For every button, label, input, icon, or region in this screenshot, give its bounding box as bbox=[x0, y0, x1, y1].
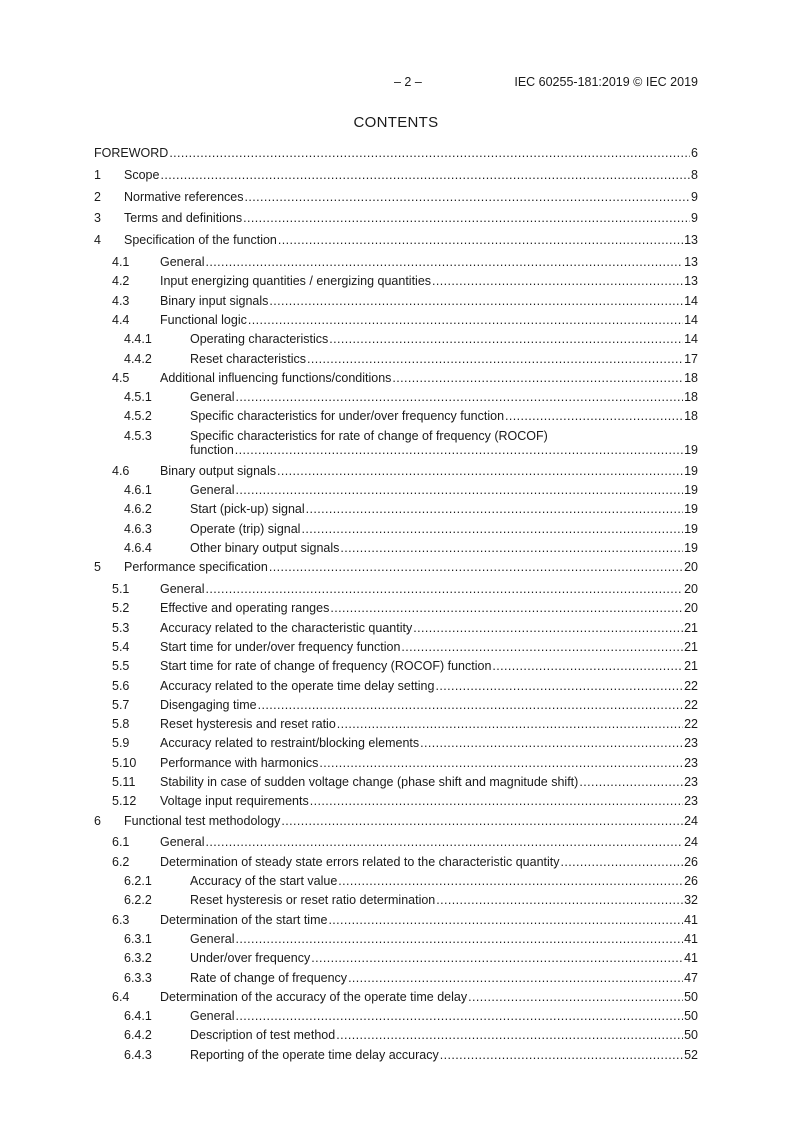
toc-entry-number: 4.5.2 bbox=[124, 409, 152, 424]
toc-entry-title: General bbox=[160, 582, 205, 596]
toc-entry-title: FOREWORD bbox=[94, 146, 169, 160]
toc-entry-title: Input energizing quantities / energizing quantities bbox=[160, 274, 432, 289]
toc-entry-title: Other binary output signals bbox=[190, 540, 340, 555]
dot-leader bbox=[336, 1028, 683, 1042]
toc-entry-title: Determination of steady state errors related to the characteristic quantity bbox=[160, 854, 560, 869]
toc-entry-page: 23 bbox=[684, 736, 698, 751]
toc-entry[interactable] bbox=[94, 168, 698, 182]
toc-entry[interactable] bbox=[94, 1028, 698, 1042]
toc-entry[interactable] bbox=[94, 717, 698, 731]
toc-entry-title: Functional test methodology bbox=[124, 813, 281, 828]
toc-entry-number: 6.3.3 bbox=[124, 970, 152, 985]
toc-entry-page: 41 bbox=[684, 912, 698, 927]
toc-entry[interactable] bbox=[94, 640, 698, 654]
toc-entry-page: 24 bbox=[684, 835, 698, 850]
toc-entry-title: Reset characteristics bbox=[190, 351, 307, 366]
toc-entry-title: Operate (trip) signal bbox=[190, 521, 301, 536]
toc-entry-number: 2 bbox=[94, 189, 101, 204]
dot-leader bbox=[420, 736, 683, 750]
toc-entry-page: 19 bbox=[684, 502, 698, 517]
toc-entry-number: 6.4.3 bbox=[124, 1047, 152, 1062]
toc-entry[interactable] bbox=[94, 483, 698, 497]
toc-entry-title: Start time for under/over frequency function bbox=[160, 639, 401, 654]
toc-entry-number: 1 bbox=[94, 167, 101, 182]
toc-entry-number: 4.1 bbox=[112, 255, 130, 269]
toc-entry-number: 6.4.1 bbox=[124, 1009, 152, 1024]
toc-entry-number: 4.6.4 bbox=[124, 540, 152, 555]
toc-entry-page: 14 bbox=[684, 293, 698, 308]
toc-entry-number: 6.4 bbox=[112, 989, 130, 1004]
dot-leader bbox=[301, 522, 683, 536]
toc-entry-number: 5.5 bbox=[112, 659, 130, 674]
dot-leader bbox=[281, 814, 683, 828]
toc-entry-page: 23 bbox=[684, 775, 698, 789]
toc-entry-page: 6 bbox=[691, 146, 698, 160]
dot-leader bbox=[440, 1048, 683, 1062]
toc-entry-title: Performance with harmonics bbox=[160, 755, 319, 770]
toc-entry-number: 6.1 bbox=[112, 835, 130, 850]
toc-entry-number: 4.4 bbox=[112, 312, 130, 327]
dot-leader bbox=[432, 274, 683, 288]
toc-entry-number: 5.10 bbox=[112, 755, 137, 770]
dot-leader bbox=[243, 211, 690, 225]
toc-entry-number: 5.1 bbox=[112, 582, 130, 596]
toc-entry[interactable] bbox=[94, 352, 698, 366]
toc-entry[interactable] bbox=[94, 736, 698, 750]
toc-entry-number: 4.4.2 bbox=[124, 351, 152, 366]
dot-leader bbox=[258, 698, 684, 712]
toc-entry[interactable] bbox=[94, 211, 698, 225]
toc-entry-title: Accuracy related to restraint/blocking elements bbox=[160, 736, 420, 751]
toc-entry-page: 18 bbox=[684, 390, 698, 405]
toc-entry-number: 5.3 bbox=[112, 620, 130, 635]
toc-entry-number: 5.2 bbox=[112, 601, 130, 616]
toc-entry[interactable] bbox=[94, 502, 698, 516]
toc-entry[interactable] bbox=[94, 621, 698, 635]
dot-leader bbox=[245, 190, 691, 204]
toc-entry-title: General bbox=[190, 1009, 235, 1024]
toc-entry[interactable] bbox=[94, 601, 698, 615]
toc-entry-title: General bbox=[160, 835, 205, 850]
dot-leader bbox=[338, 874, 683, 888]
toc-entry-title: Accuracy related to the characteristic quantity bbox=[160, 620, 413, 635]
toc-entry-title: Specific characteristics for under/over frequency function bbox=[190, 409, 505, 424]
toc-entry-number: 6.3.2 bbox=[124, 951, 152, 966]
toc-entry-page: 50 bbox=[684, 989, 698, 1004]
dot-leader bbox=[329, 332, 683, 346]
toc-entry-title: Stability in case of sudden voltage change (phase shift and magnitude shift) bbox=[160, 775, 579, 789]
dot-leader bbox=[328, 913, 683, 927]
toc-entry-page: 20 bbox=[684, 601, 698, 616]
toc-entry[interactable] bbox=[94, 951, 698, 965]
page-number: – 2 – bbox=[394, 75, 422, 89]
dot-leader bbox=[401, 640, 683, 654]
toc-entry-title: Binary input signals bbox=[160, 293, 269, 308]
toc-entry-number: 4.5.3 bbox=[124, 428, 152, 443]
toc-entry-title: General bbox=[190, 390, 235, 405]
toc-entry-title: Voltage input requirements bbox=[160, 794, 309, 809]
toc-entry[interactable] bbox=[94, 190, 698, 204]
toc-entry-number: 3 bbox=[94, 211, 101, 226]
dot-leader bbox=[306, 502, 683, 516]
dot-leader bbox=[248, 313, 683, 327]
toc-entry-title: Rate of change of frequency bbox=[190, 970, 348, 985]
dot-leader bbox=[205, 582, 683, 596]
toc-entry[interactable] bbox=[94, 1048, 698, 1062]
toc-entry-number: 6.2.2 bbox=[124, 893, 152, 908]
toc-entry[interactable] bbox=[94, 1009, 698, 1023]
toc-entry-number: 5.6 bbox=[112, 678, 130, 693]
toc-entry-page: 22 bbox=[684, 717, 698, 732]
toc-entry-number: 4.3 bbox=[112, 293, 130, 308]
dot-leader bbox=[413, 621, 683, 635]
toc-entry-title: General bbox=[190, 931, 235, 946]
toc-entry-number: 5.9 bbox=[112, 736, 130, 751]
toc-entry-number: 4.4.1 bbox=[124, 332, 152, 347]
toc-entry-page: 14 bbox=[684, 332, 698, 347]
toc-entry-number: 4.5 bbox=[112, 370, 130, 385]
toc-entry-number: 4.6.3 bbox=[124, 521, 152, 536]
toc-entry-number: 6 bbox=[94, 813, 101, 828]
toc-entry-title: Specific characteristics for rate of change of frequency (ROCOF) bbox=[190, 428, 548, 443]
toc-entry-title: Terms and definitions bbox=[124, 211, 243, 226]
dot-leader bbox=[235, 390, 683, 404]
toc-entry[interactable] bbox=[94, 464, 698, 478]
page-header bbox=[94, 75, 698, 93]
toc-entry-number: 4.6 bbox=[112, 463, 130, 478]
dot-leader bbox=[269, 294, 683, 308]
toc-entry[interactable] bbox=[94, 582, 698, 596]
toc-entry[interactable] bbox=[94, 146, 698, 160]
dot-leader bbox=[579, 775, 683, 789]
toc-entry[interactable] bbox=[94, 893, 698, 907]
dot-leader bbox=[505, 409, 683, 423]
toc-entry[interactable] bbox=[94, 274, 698, 288]
toc-entry-page: 41 bbox=[684, 951, 698, 966]
toc-entry-page: 20 bbox=[684, 582, 698, 596]
toc-entry-title: Normative references bbox=[124, 189, 244, 204]
dot-leader bbox=[307, 352, 683, 366]
toc-entry-title-continuation: function bbox=[190, 442, 234, 457]
toc-entry-title: Reporting of the operate time delay accuracy bbox=[190, 1047, 439, 1062]
toc-entry[interactable] bbox=[94, 679, 698, 693]
toc-entry-number: 6.3.1 bbox=[124, 931, 152, 946]
toc-entry-page: 9 bbox=[691, 189, 698, 204]
toc-entry[interactable] bbox=[94, 794, 698, 808]
toc-entry-page: 26 bbox=[684, 854, 698, 869]
dot-leader bbox=[337, 717, 683, 731]
toc-entry[interactable] bbox=[94, 294, 698, 308]
toc-entry[interactable] bbox=[94, 409, 698, 423]
toc-entry-title: Start time for rate of change of frequency (ROCOF) function bbox=[160, 659, 492, 674]
dot-leader bbox=[278, 233, 683, 247]
toc-entry-title: Binary output signals bbox=[160, 463, 277, 478]
toc-entry-page: 21 bbox=[684, 639, 698, 654]
toc-entry-title: Specification of the function bbox=[124, 233, 277, 248]
toc-entry[interactable] bbox=[94, 990, 698, 1004]
toc-entry[interactable] bbox=[94, 313, 698, 327]
page-title: CONTENTS bbox=[353, 114, 439, 131]
dot-leader bbox=[235, 443, 683, 457]
dot-leader bbox=[348, 971, 683, 985]
toc-entry-page: 13 bbox=[684, 255, 698, 269]
toc-entry-title: Disengaging time bbox=[160, 697, 257, 712]
toc-entry-title: Accuracy related to the operate time delay setting bbox=[160, 678, 435, 693]
toc-entry-title: Scope bbox=[124, 167, 160, 182]
dot-leader bbox=[235, 483, 683, 497]
toc-entry-page: 19 bbox=[684, 521, 698, 536]
toc-entry-page: 19 bbox=[684, 483, 698, 497]
toc-entry-title: Description of test method bbox=[190, 1028, 336, 1043]
toc-entry-number: 6.2 bbox=[112, 854, 130, 869]
toc-entry-number: 6.3 bbox=[112, 912, 130, 927]
toc-entry-title: General bbox=[160, 255, 205, 269]
toc-entry[interactable] bbox=[94, 371, 698, 385]
dot-leader bbox=[435, 679, 683, 693]
toc-entry-page: 20 bbox=[684, 560, 698, 575]
toc-entry-number: 6.4.2 bbox=[124, 1028, 152, 1043]
toc-entry[interactable] bbox=[94, 332, 698, 346]
toc-entry[interactable] bbox=[94, 971, 698, 985]
toc-entry-page: 23 bbox=[684, 755, 698, 770]
toc-entry-page: 22 bbox=[684, 697, 698, 712]
toc-entry-title: General bbox=[190, 483, 235, 497]
toc-entry-page: 21 bbox=[684, 659, 698, 674]
toc-entry-page: 50 bbox=[684, 1028, 698, 1043]
toc-entry[interactable] bbox=[94, 659, 698, 673]
toc-entry-page: 18 bbox=[684, 409, 698, 424]
toc-entry[interactable] bbox=[94, 698, 698, 712]
toc-entry-title: Operating characteristics bbox=[190, 332, 329, 347]
dot-leader bbox=[392, 371, 683, 385]
toc-entry-number: 5.12 bbox=[112, 794, 137, 809]
dot-leader bbox=[492, 659, 683, 673]
dot-leader bbox=[205, 255, 683, 269]
toc-entry-page: 47 bbox=[684, 970, 698, 985]
toc-entry[interactable] bbox=[94, 874, 698, 888]
toc-entry-page: 19 bbox=[684, 442, 698, 457]
toc-entry-title: Additional influencing functions/conditions bbox=[160, 370, 392, 385]
toc-entry-title: Start (pick-up) signal bbox=[190, 502, 305, 517]
toc-entry-page: 21 bbox=[684, 620, 698, 635]
toc-entry-number: 4.2 bbox=[112, 274, 130, 289]
dot-leader bbox=[311, 951, 683, 965]
toc-entry[interactable] bbox=[94, 835, 698, 849]
dot-leader bbox=[160, 168, 690, 182]
dot-leader bbox=[468, 990, 683, 1004]
toc-entry-page: 32 bbox=[684, 893, 698, 908]
toc-entry-page: 13 bbox=[684, 233, 698, 248]
document-reference: IEC 60255-181:2019 © IEC 2019 bbox=[514, 75, 698, 89]
toc-entry[interactable] bbox=[94, 913, 698, 927]
toc-entry-page: 18 bbox=[684, 370, 698, 385]
toc-entry-title: Determination of the accuracy of the operate time delay bbox=[160, 989, 468, 1004]
toc-entry-page: 14 bbox=[684, 312, 698, 327]
toc-entry-number: 4.5.1 bbox=[124, 390, 152, 405]
toc-entry-title: Performance specification bbox=[124, 560, 268, 575]
toc-entry-page: 19 bbox=[684, 463, 698, 478]
dot-leader bbox=[277, 464, 683, 478]
toc-entry-page: 22 bbox=[684, 678, 698, 693]
dot-leader bbox=[269, 560, 683, 574]
toc-entry[interactable] bbox=[94, 932, 698, 946]
toc-entry-title: Determination of the start time bbox=[160, 912, 328, 927]
toc-entry[interactable] bbox=[94, 541, 698, 555]
toc-entry[interactable] bbox=[94, 233, 698, 247]
toc-entry-number: 4.6.2 bbox=[124, 502, 152, 517]
toc-entry-page: 52 bbox=[684, 1047, 698, 1062]
toc-entry-page: 19 bbox=[684, 540, 698, 555]
toc-entry-number: 5 bbox=[94, 560, 101, 575]
toc-entry-title: Under/over frequency bbox=[190, 951, 311, 966]
toc-entry-number: 4 bbox=[94, 233, 101, 248]
toc-entry-page: 8 bbox=[691, 167, 698, 182]
toc-entry-title: Reset hysteresis and reset ratio bbox=[160, 717, 336, 732]
toc-entry-page: 50 bbox=[684, 1009, 698, 1024]
toc-entry[interactable] bbox=[94, 429, 698, 457]
toc-entry-page: 9 bbox=[691, 211, 698, 226]
toc-entry-page: 41 bbox=[684, 931, 698, 946]
toc-entry[interactable] bbox=[94, 522, 698, 536]
toc-entry-page: 26 bbox=[684, 874, 698, 888]
dot-leader bbox=[340, 541, 683, 555]
toc-entry-number: 5.4 bbox=[112, 639, 130, 654]
dot-leader bbox=[235, 1009, 683, 1023]
toc-entry-number: 4.6.1 bbox=[124, 483, 152, 497]
dot-leader bbox=[235, 932, 683, 946]
toc-entry-title: Accuracy of the start value bbox=[190, 874, 338, 888]
toc-entry[interactable] bbox=[94, 390, 698, 404]
dot-leader bbox=[169, 146, 690, 160]
toc-entry[interactable] bbox=[94, 775, 698, 789]
dot-leader bbox=[436, 893, 683, 907]
toc-entry[interactable] bbox=[94, 756, 698, 770]
toc-entry[interactable] bbox=[94, 560, 698, 574]
toc-entry-page: 13 bbox=[684, 274, 698, 289]
toc-entry-page: 23 bbox=[684, 794, 698, 809]
dot-leader bbox=[319, 756, 683, 770]
toc-entry-title: Functional logic bbox=[160, 312, 247, 327]
dot-leader bbox=[205, 835, 683, 849]
toc-entry-number: 5.11 bbox=[112, 775, 136, 789]
dot-leader bbox=[561, 855, 684, 869]
toc-entry-number: 5.8 bbox=[112, 717, 130, 732]
toc-entry-page: 24 bbox=[684, 813, 698, 828]
toc-entry[interactable] bbox=[94, 814, 698, 828]
dot-leader bbox=[310, 794, 683, 808]
toc-entry-title: Effective and operating ranges bbox=[160, 601, 330, 616]
toc-entry[interactable] bbox=[94, 255, 698, 269]
toc-entry-number: 6.2.1 bbox=[124, 874, 152, 888]
dot-leader bbox=[330, 601, 683, 615]
toc-entry[interactable] bbox=[94, 855, 698, 869]
toc-entry-number: 5.7 bbox=[112, 697, 130, 712]
toc-entry-title: Reset hysteresis or reset ratio determination bbox=[190, 893, 436, 908]
toc-entry-page: 17 bbox=[684, 351, 698, 366]
